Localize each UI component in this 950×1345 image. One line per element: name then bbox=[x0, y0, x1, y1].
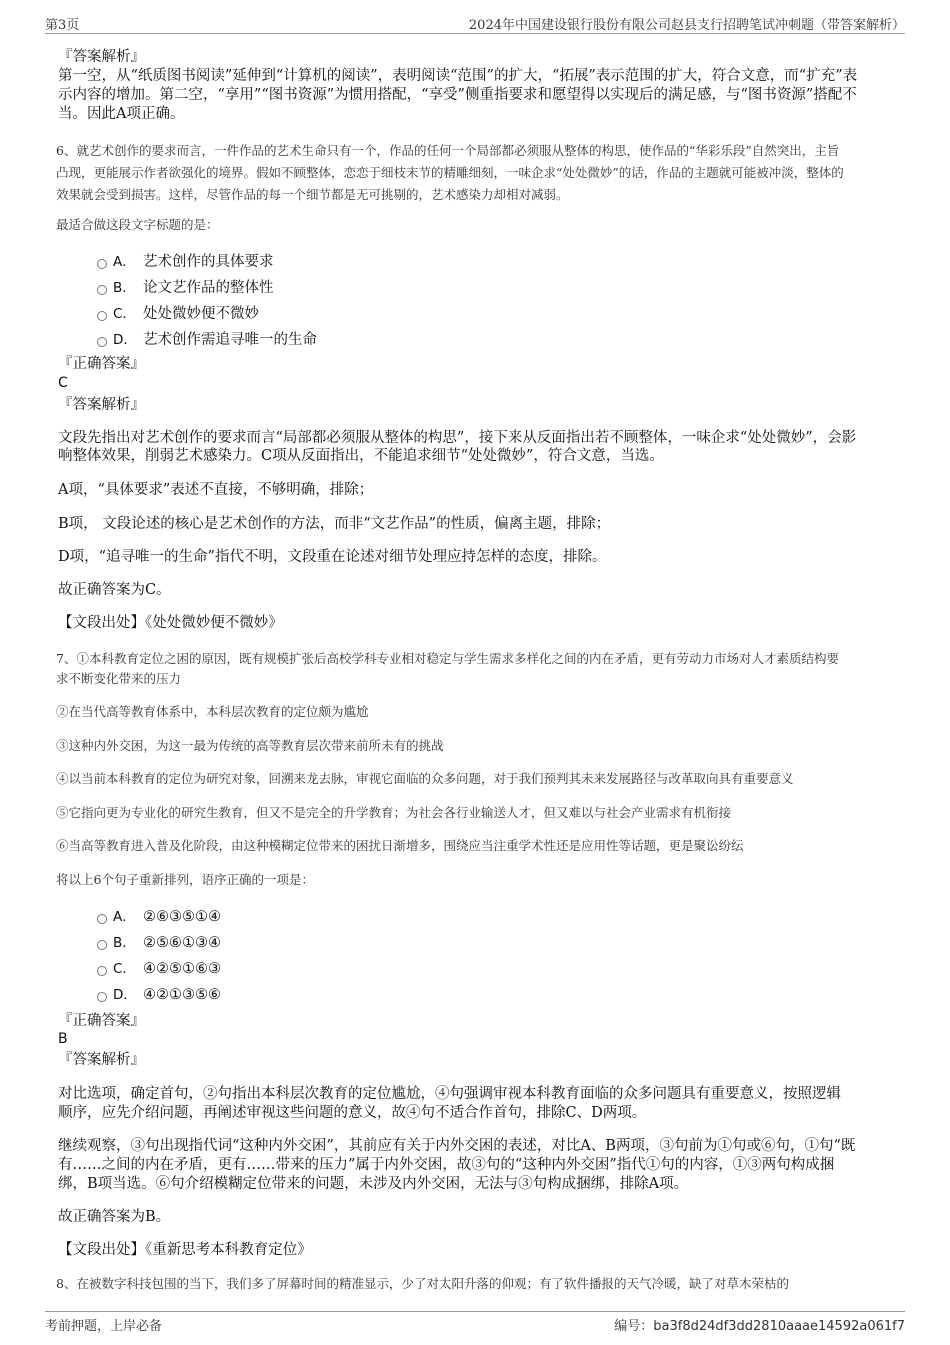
q6-answer: C bbox=[58, 375, 68, 391]
top-analysis-line: 第一空，从“纸质图书阅读”延伸到“计算机的阅读”，表明阅读“范围”的扩大，“拓展”表示范围的扩大，符合文意，而“扩充”表 bbox=[58, 68, 858, 84]
q7-analysis-line: 对比选项，确定首句，②句指出本科层次教育的定位尴尬，④句强调审视本科教育面临的众多问题具有重要意义，按照逻辑 bbox=[58, 1086, 841, 1102]
q6-conclusion: 故正确答案为C。 bbox=[58, 582, 171, 598]
q6-option-d[interactable]: D． 艺术创作需追寻唯一的生命 bbox=[97, 328, 317, 348]
q7-option-d[interactable]: D． ④②①③⑤⑥ bbox=[97, 983, 221, 1003]
q6-analysis-line: 文段先指出对艺术创作的要求而言“局部都必须服从整体的构思”，接下来从反面指出若不顾整体，一味企求“处处微妙”，会影 bbox=[58, 430, 857, 446]
q7-analysis-line: 有……之间的内在矛盾，更有……带来的压力”属于内外交困，故③句的“这种内外交困”指代①句的内容，①③两句构成捆 bbox=[58, 1157, 835, 1173]
page-footer bbox=[45, 1311, 905, 1337]
q6-answer-label: 『正确答案』 bbox=[58, 356, 145, 372]
radio-icon[interactable] bbox=[97, 285, 107, 295]
page-number: 第3页 bbox=[45, 18, 80, 33]
page-header bbox=[45, 13, 905, 34]
footer-code-label: 编号： bbox=[614, 1319, 654, 1334]
q6-analysis-label: 『答案解析』 bbox=[58, 397, 145, 413]
q6-analysis-b: B项， 文段论述的核心是艺术创作的方法，而非“文艺作品”的性质，偏离主题，排除； bbox=[58, 516, 611, 532]
q6-prompt: 最适合做这段文字标题的是： bbox=[56, 217, 219, 232]
top-analysis-label: 『答案解析』 bbox=[58, 49, 145, 65]
radio-icon[interactable] bbox=[97, 259, 107, 269]
radio-icon[interactable] bbox=[97, 914, 107, 924]
q7-analysis-label: 『答案解析』 bbox=[58, 1052, 145, 1068]
q7-analysis-line: 顺序，应先介绍问题，再阐述审视这些问题的意义，故④句不适合作首句，排除C、D两项。 bbox=[58, 1105, 647, 1121]
q7-sentence-3: ③这种内外交困，为这一最为传统的高等教育层次带来前所未有的挑战 bbox=[56, 738, 444, 753]
q8-stem: 8、在被数字科技包围的当下，我们多了屏幕时间的精准显示，少了对太阳升落的仰观；有了软件播报的天气冷暖，缺了对草木荣枯的 bbox=[56, 1276, 789, 1291]
q6-stem-line: 凸现，更能展示作者欲强化的境界。假如不顾整体，恋恋于细枝末节的精雕细刻，一味企求“处处微妙”的话，作品的主题就可能被冲淡，整体的 bbox=[56, 165, 844, 180]
radio-icon[interactable] bbox=[97, 311, 107, 321]
q6-analysis-line: 响整体效果，削弱艺术感染力。C项从反面指出，不能追求细节“处处微妙”，符合文意，当选。 bbox=[58, 448, 664, 464]
radio-icon[interactable] bbox=[97, 966, 107, 976]
top-analysis-line: 当。因此A项正确。 bbox=[58, 106, 185, 122]
q7-answer: B bbox=[58, 1031, 68, 1047]
q7-option-c[interactable]: C． ④②⑤①⑥③ bbox=[97, 957, 221, 977]
q6-source: 【文段出处】《处处微妙便不微妙》 bbox=[58, 615, 283, 631]
radio-icon[interactable] bbox=[97, 940, 107, 950]
q7-prompt: 将以上6个句子重新排列，语序正确的一项是： bbox=[56, 872, 314, 887]
q7-sentence-2: ②在当代高等教育体系中，本科层次教育的定位颇为尴尬 bbox=[56, 704, 369, 719]
q7-source: 【文段出处】《重新思考本科教育定位》 bbox=[58, 1242, 312, 1258]
footer-code bbox=[614, 1315, 905, 1334]
q7-option-a[interactable]: A． ②⑥③⑤①④ bbox=[97, 905, 221, 925]
top-analysis-line: 示内容的增加。第二空，“享用”“图书资源”为惯用搭配，“享受”侧重指要求和愿望得以实现后的满足感，与“图书资源”搭配不 bbox=[58, 87, 857, 103]
q6-analysis-a: A项，“具体要求”表述不直接，不够明确，排除； bbox=[58, 482, 374, 498]
footer-code-value: ba3f8d24df3dd2810aaae14592a061f7 bbox=[653, 1319, 905, 1334]
q7-sentence-6: ⑥当高等教育进入普及化阶段，由这种模糊定位带来的困扰日渐增多，围绕应当注重学术性还是应用性等话题，更是聚讼纷纭 bbox=[56, 838, 744, 853]
document-title: 2024年中国建设银行股份有限公司赵县支行招聘笔试冲刺题（带答案解析） bbox=[468, 18, 905, 33]
q7-sentence-4: ④以当前本科教育的定位为研究对象，回溯来龙去脉，审视它面临的众多问题，对于我们预判其未来发展路径与改革取向具有重要意义 bbox=[56, 771, 794, 786]
q6-option-c[interactable]: C． 处处微妙便不微妙 bbox=[97, 302, 259, 322]
q6-option-a[interactable]: A． 艺术创作的具体要求 bbox=[97, 250, 274, 270]
q7-analysis-line: 绑，B项当选。⑥句介绍模糊定位带来的问题，未涉及内外交困，无法与③句构成捆绑，排除A项。 bbox=[58, 1176, 689, 1192]
q6-stem-line: 效果就会受到损害。这样，尽管作品的每一个细节都是无可挑剔的，艺术感染力却相对减弱。 bbox=[56, 187, 569, 202]
q7-conclusion: 故正确答案为B。 bbox=[58, 1209, 171, 1225]
footer-slogan: 考前押题，上岸必备 bbox=[45, 1319, 163, 1334]
q6-analysis-d: D项，“追寻唯一的生命”指代不明，文段重在论述对细节处理应持怎样的态度，排除。 bbox=[58, 549, 607, 565]
radio-icon[interactable] bbox=[97, 337, 107, 347]
q7-answer-label: 『正确答案』 bbox=[58, 1013, 145, 1029]
q7-option-b[interactable]: B． ②⑤⑥①③④ bbox=[97, 931, 221, 951]
q6-option-b[interactable]: B． 论文艺作品的整体性 bbox=[97, 276, 274, 296]
q7-stem-line: 求不断变化带来的压力 bbox=[56, 671, 182, 686]
q7-stem-line: 7、①本科教育定位之困的原因，既有规模扩张后高校学科专业相对稳定与学生需求多样化之间的内在矛盾，更有劳动力市场对人才素质结构要 bbox=[56, 651, 839, 666]
q6-stem-line: 6、就艺术创作的要求而言，一件作品的艺术生命只有一个，作品的任何一个局部都必须服从整体的构思，使作品的“华彩乐段”自然突出，主旨 bbox=[56, 143, 840, 158]
q7-analysis-line: 继续观察，③句出现指代词“这种内外交困”，其前应有关于内外交困的表述，对比A、B两项，③句前为①句或⑥句，①句“既 bbox=[58, 1138, 856, 1154]
radio-icon[interactable] bbox=[97, 992, 107, 1002]
q7-sentence-5: ⑤它指向更为专业化的研究生教育，但又不是完全的升学教育；为社会各行业输送人才，但又难以与社会产业需求有机衔接 bbox=[56, 805, 732, 820]
